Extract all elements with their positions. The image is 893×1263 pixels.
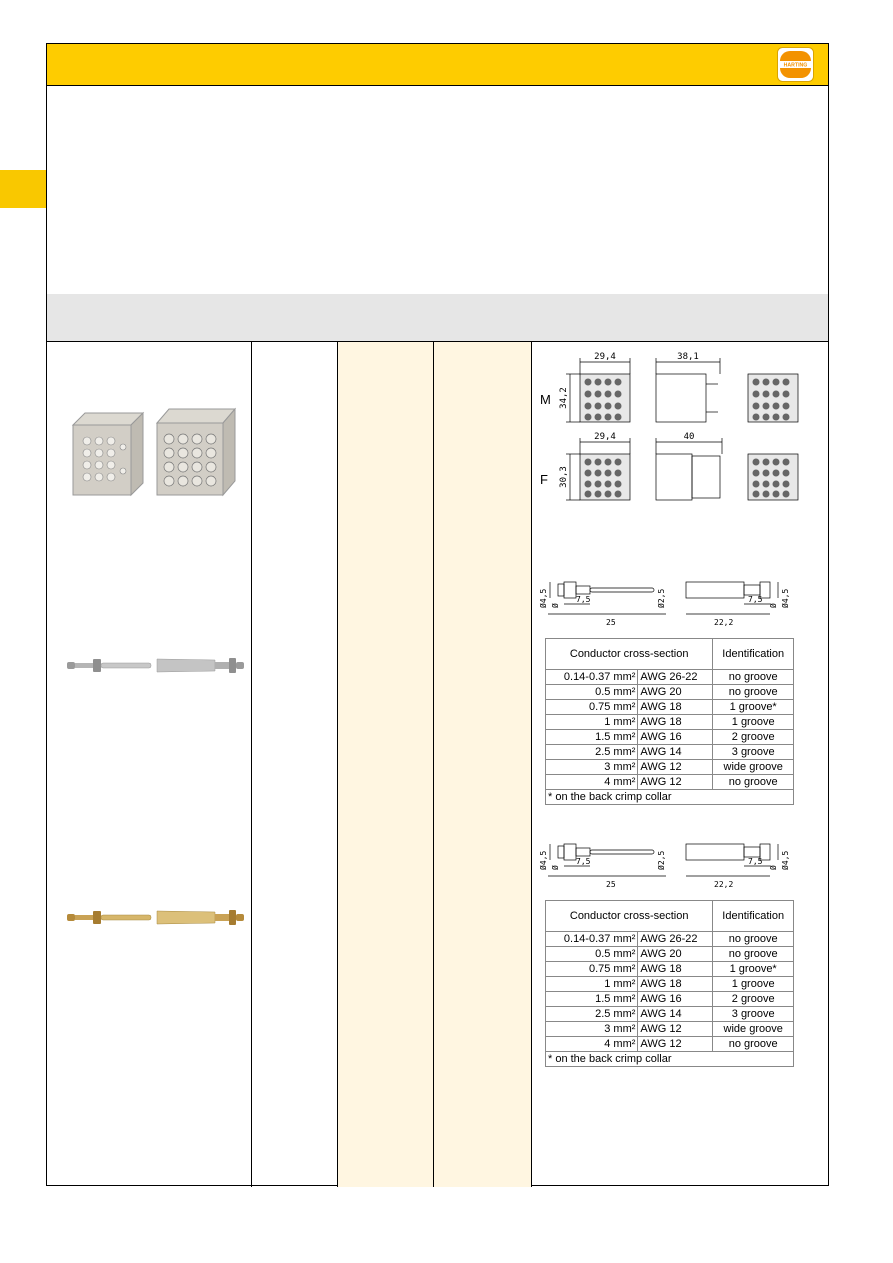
svg-text:Ø: Ø [769,603,778,608]
table-row: 1.5 mm² AWG 16 2 groove [546,730,794,745]
part-number-column [338,342,434,1187]
svg-text:7,5: 7,5 [576,857,591,866]
table-footnote: * on the back crimp collar [546,1052,794,1067]
table-footnote: * on the back crimp collar [546,790,794,805]
drawing-column [532,342,830,1187]
datasheet-frame [46,43,829,1186]
svg-text:29,4: 29,4 [594,432,616,442]
svg-text:HARTING: HARTING [783,62,808,69]
table-row: 4 mm² AWG 12 no groove [546,775,794,790]
table-row: 4 mm² AWG 12 no groove [546,1037,794,1052]
svg-text:25: 25 [606,618,616,627]
table-row: 0.14-0.37 mm² AWG 26-22 no groove [546,670,794,685]
svg-text:7,5: 7,5 [748,857,763,866]
silver-contacts-photo [65,652,247,678]
svg-text:7,5: 7,5 [748,595,763,604]
conductor-header: Conductor cross-section [546,901,713,932]
svg-text:30,3: 30,3 [559,466,569,488]
svg-text:Ø: Ø [551,865,560,870]
product-image-column [47,342,252,1187]
table-row: 1.5 mm² AWG 16 2 groove [546,992,794,1007]
svg-text:Ø2,5: Ø2,5 [657,588,666,608]
module-photo [65,397,245,507]
svg-text:7,5: 7,5 [576,595,591,604]
module-dimension-drawing [532,348,828,520]
svg-text:22,2: 22,2 [714,880,734,889]
contact-dimension-drawing-2 [536,836,828,898]
table-row: 0.14-0.37 mm² AWG 26-22 no groove [546,932,794,947]
part-number-column-2 [434,342,532,1187]
svg-text:40: 40 [683,432,695,442]
svg-text:Ø: Ø [769,865,778,870]
svg-text:Ø2,5: Ø2,5 [657,850,666,870]
page-header [47,44,828,86]
table-header-band [47,294,828,342]
gold-contacts-photo [65,904,247,930]
svg-text:38,1: 38,1 [677,352,699,362]
svg-text:F: F [540,472,548,487]
svg-text:Ø4,5: Ø4,5 [781,850,790,870]
harting-logo [777,47,814,82]
table-row: 2.5 mm² AWG 14 3 groove [546,1007,794,1022]
table-row: 1 mm² AWG 18 1 groove [546,977,794,992]
table-row: 0.5 mm² AWG 20 no groove [546,685,794,700]
svg-text:25: 25 [606,880,616,889]
svg-text:29,4: 29,4 [594,352,616,362]
intro-area [47,86,828,294]
table-row: 2.5 mm² AWG 14 3 groove [546,745,794,760]
crimp-table-1 [545,638,794,805]
table-row: 0.75 mm² AWG 18 1 groove* [546,962,794,977]
table-row: 1 mm² AWG 18 1 groove [546,715,794,730]
svg-text:Ø4,5: Ø4,5 [781,588,790,608]
table-row: 0.75 mm² AWG 18 1 groove* [546,700,794,715]
identification-header: Identification [713,639,794,670]
svg-text:22,2: 22,2 [714,618,734,627]
svg-text:Ø: Ø [551,603,560,608]
table-row: 3 mm² AWG 12 wide groove [546,1022,794,1037]
chapter-tab [0,170,46,208]
contact-dimension-drawing-1 [536,574,828,636]
table-row: 0.5 mm² AWG 20 no groove [546,947,794,962]
crimp-table-2 [545,900,794,1067]
svg-text:Ø4,5: Ø4,5 [539,850,548,870]
svg-text:Ø4,5: Ø4,5 [539,588,548,608]
svg-text:34,2: 34,2 [559,387,569,409]
svg-text:M: M [540,392,551,407]
conductor-header: Conductor cross-section [546,639,713,670]
identification-header: Identification [713,901,794,932]
table-row: 3 mm² AWG 12 wide groove [546,760,794,775]
description-column [252,342,338,1187]
